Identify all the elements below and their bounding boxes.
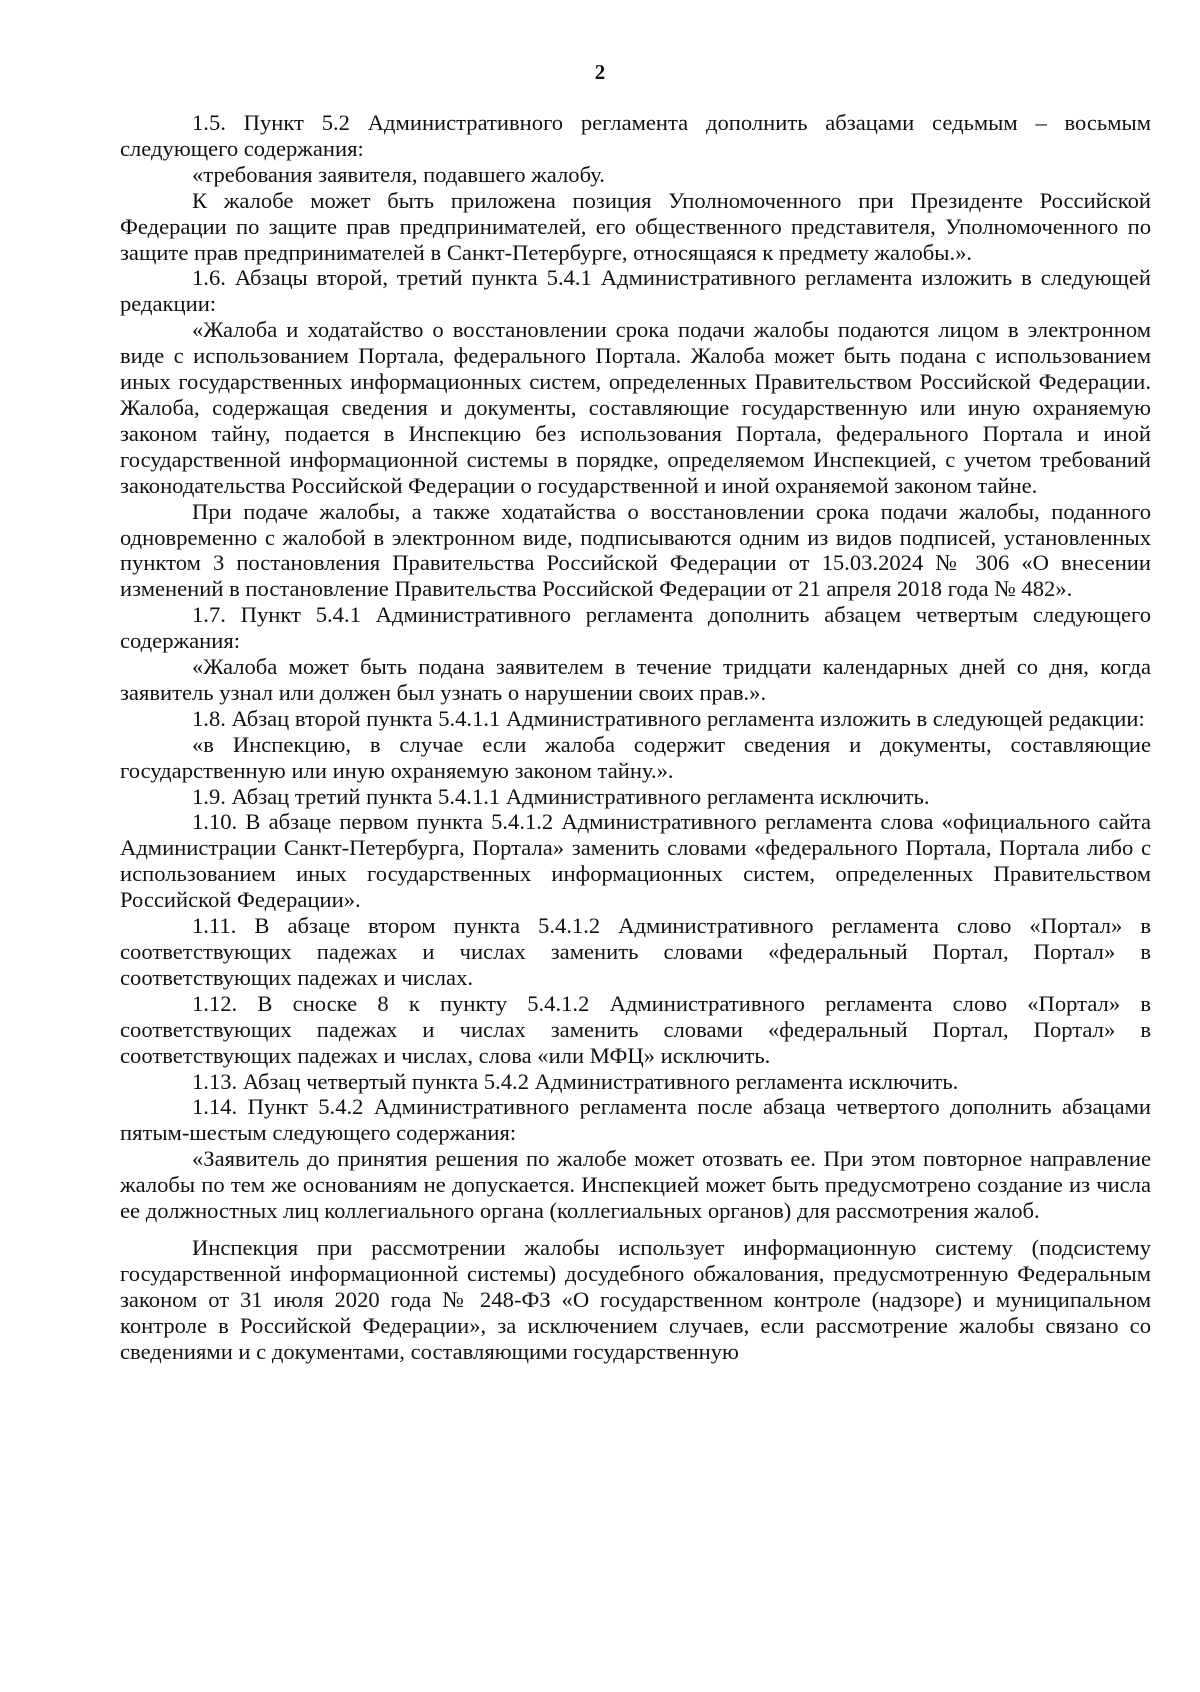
paragraph-1-6: 1.6. Абзацы второй, третий пункта 5.4.1 Административного регламента изложить в следующей редакции: [120,265,1151,317]
paragraph-thirty-days: «Жалоба может быть подана заявителем в течение тридцати календарных дней со дня, когда заявитель узнал или должен был узнать о нарушении своих прав.». [120,654,1151,705]
paragraph-withdraw-complaint: «Заявитель до принятия решения по жалобе может отозвать ее. При этом повторное направление жалобы по тем же основаниям не допускается. Инспекцией может быть предусмотрено создание из числа ее должностных лиц коллегиального органа (коллегиальных органов) для рассмотрения жалоб. [120,1146,1151,1224]
paragraph-1-14: 1.14. Пункт 5.4.2 Административного регламента после абзаца четвертого дополнить абзацами пятым-шестым следующего содержания: [120,1094,1151,1146]
paragraph-inspection-secret: «в Инспекцию, в случае если жалоба содержит сведения и документы, составляющие государственную или иную охраняемую законом тайну.». [120,731,1151,783]
paragraph-1-7: 1.7. Пункт 5.4.1 Административного регламента дополнить абзацем четвертым следующего содержания: [120,602,1151,654]
page-number: 2 [594,60,606,84]
paragraph-complaint-submission: «Жалоба и ходатайство о восстановлении срока подачи жалобы подаются лицом в электронном виде с использованием Портала, федерального Портала. Жалоба может быть подана с использованием иных государственных информационных систем, определенных Правительством Российской Федерации. Жалоба, содержащая сведения и документы, составляющие государственную или иную охраняемую законом тайну, подается в Инспекцию без использования Портала, федерального Портала и иной государственной информационной системы в порядке, определяемом Инспекцией, с учетом требований законодательства Российской Федерации о государственной и иной охраняемой законом тайне. [120,317,1151,498]
paragraph-quote-requirements: «требования заявителя, подавшего жалобу. [192,161,605,187]
document-body [120,110,1151,1365]
paragraph-1-11: 1.11. В абзаце втором пункта 5.4.1.2 Административного регламента слово «Портал» в соответствующих падежах и числах заменить словами «федеральный Портал, Портал» в соответствующих падежах и числах. [120,913,1151,990]
paragraph-1-12: 1.12. В сноске 8 к пункту 5.4.1.2 Административного регламента слово «Портал» в соответствующих падежах и числах заменить словами «федеральный Портал, Портал» в соответствующих падежах и числах, слова «или МФЦ» исключить. [120,990,1151,1068]
paragraph-information-system: Инспекция при рассмотрении жалобы использует информационную систему (подсистему государственной информационной системы) досудебного обжалования, предусмотренную Федеральным законом от 31 июля 2020 года № 248-ФЗ «О государственном контроле (надзоре) и муниципальном контроле в Российской Федерации», за исключением случаев, если рассмотрение жалобы связано со сведениями и с документами, составляющими государственную [120,1234,1151,1364]
paragraph-1-10: 1.10. В абзаце первом пункта 5.4.1.2 Административного регламента слова «официального сайта Администрации Санкт-Петербурга, Портала» заменить словами «федерального Портала, Портала либо с использованием иных государственных информационных систем, определенных Правительством Российской Федерации». [120,809,1151,913]
paragraph-1-9: 1.9. Абзац третий пункта 5.4.1.1 Административного регламента исключить. [192,783,930,809]
paragraph-1-8: 1.8. Абзац второй пункта 5.4.1.1 Административного регламента изложить в следующей редакции: [192,705,1145,731]
paragraph-signatures: При подаче жалобы, а также ходатайства о восстановлении срока подачи жалобы, поданного одновременно с жалобой в электронном виде, подписываются одним из видов подписей, установленных пунктом 3 постановления Правительства Российской Федерации от 15.03.2024 № 306 «О внесении изменений в постановление Правительства Российской Федерации от 21 апреля 2018 года № 482». [120,498,1151,602]
paragraph-1-13: 1.13. Абзац четвертый пункта 5.4.2 Административного регламента исключить. [192,1068,959,1094]
paragraph-ombudsman-position: К жалобе может быть приложена позиция Уполномоченного при Президенте Российской Федерации по защите прав предпринимателей, его общественного представителя, Уполномоченного по защите прав предпринимателей в Санкт-Петербурге, относящаяся к предмету жалобы.». [120,187,1151,265]
paragraph-1-5: 1.5. Пункт 5.2 Административного регламента дополнить абзацами седьмым – восьмым следующего содержания: [120,110,1151,161]
